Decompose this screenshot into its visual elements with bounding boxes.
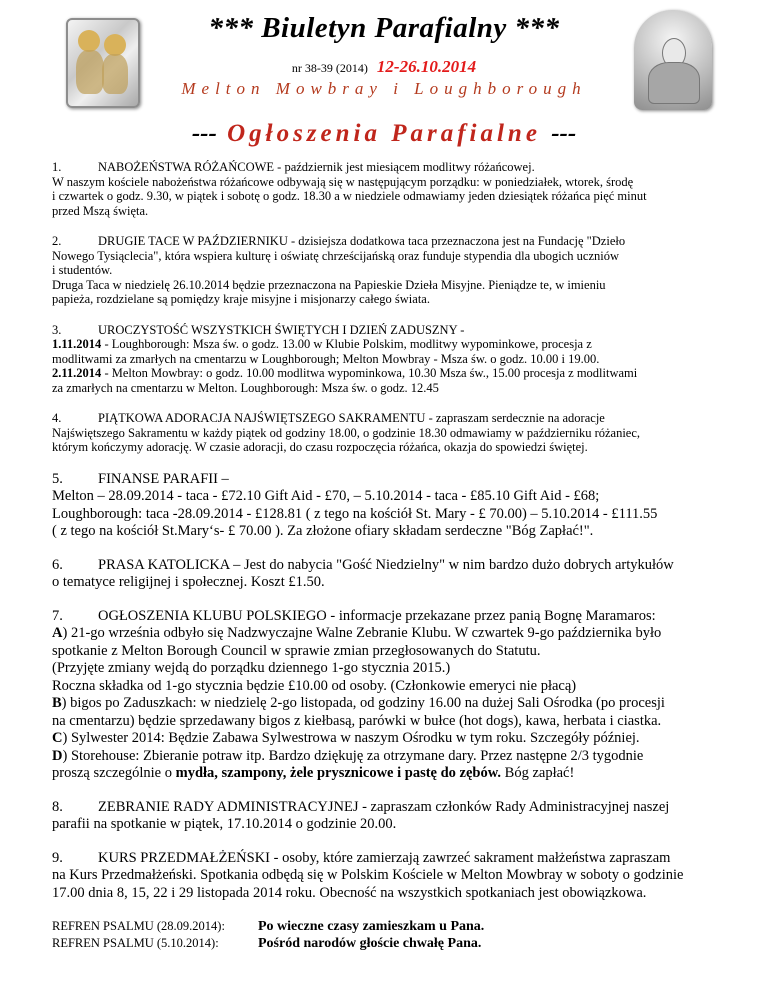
announcement-2	[52, 234, 728, 307]
item-number: 9.	[52, 849, 63, 866]
item-number: 3.	[52, 322, 62, 337]
issue-number: nr 38-39 (2014)	[291, 61, 368, 75]
section-heading	[0, 120, 768, 148]
text-span: ) bigos po Zaduszkach: w niedzielę 2-go listopada, od godziny 16.00 na dużej Sali Ośrodka (po procesji	[61, 695, 665, 711]
text-bold: mydła, szampony, żele prysznicowe i pastę do zębów.	[175, 765, 502, 781]
parish-locations: Melton Mowbray i Loughborough	[181, 79, 587, 98]
item-title: PIĄTKOWA ADORACJA NAJŚWIĘTSZEGO SAKRAMENTU - zapraszam serdecznie na adoracje	[98, 411, 605, 425]
point-label: C	[52, 730, 63, 746]
item-number: 4.	[52, 411, 62, 425]
refrain-label: REFREN PSALMU (5.10.2014):	[52, 936, 219, 950]
refrain-text: Po wieczne czasy zamieszkam u Pana.	[258, 919, 485, 934]
announcement-4	[52, 411, 728, 455]
item-number: 7.	[52, 607, 63, 624]
announcement-9	[52, 850, 728, 903]
text-line: W naszym kościele nabożeństwa różańcowe odbywają się w następującym porządku: w poniedziałek, wtorek, środę	[52, 174, 634, 189]
announcement-7	[52, 608, 728, 783]
item-number: 5.	[52, 470, 63, 487]
item-number: 6.	[52, 556, 63, 573]
text-line: 17.00 dnia 8, 15, 22 i 29 listopada 2014 roku. Obecność na wszystkich spotkaniach jest obowiązkowa.	[52, 884, 647, 901]
text-line: Roczna składka od 1-go stycznia będzie £10.00 od osoby. (Członkowie emeryci nie płacą)	[52, 677, 577, 694]
text-line: parafii na spotkanie w piątek, 17.10.2014 o godzinie 20.00.	[52, 816, 397, 832]
text-line: o tematyce religijnej i społecznej. Koszt £1.50.	[52, 574, 325, 590]
psalm-refrains	[52, 918, 728, 952]
refrain-label: REFREN PSALMU (28.09.2014):	[52, 919, 225, 933]
text-line: Melton – 28.09.2014 - taca - £72.10 Gift Aid - £70, – 5.10.2014 - taca - £85.10 Gift Aid - £68;	[52, 488, 600, 504]
text-line: papieża, rozdzielane są pomiędzy kraje misyjne i misjonarzy całego świata.	[52, 292, 430, 306]
bulletin-title: *** Biuletyn Parafialny ***	[208, 12, 560, 44]
issue-line	[0, 57, 768, 77]
text-line: za zmarłych na cmentarzu w Melton. Loughborough: Msza św. o godz. 12.45	[52, 380, 439, 395]
item-title: NABOŻEŃSTWA RÓŻAŃCOWE - październik jest miesiącem modlitwy różańcowej.	[98, 160, 535, 174]
announcement-3	[52, 323, 728, 396]
announcement-5	[52, 471, 728, 541]
text-span: - Melton Mowbray: o godz. 10.00 modlitwa wypominkowa, 10.30 Msza św., 15.00 procesja z modlitwami	[101, 366, 638, 380]
point-label: D	[52, 747, 63, 764]
text-span: ) Sylwester 2014: Będzie Zabawa Sylwestrowa w naszym Ośrodku w tym roku. Szczegóły później.	[62, 730, 640, 746]
text-line: i czwartek o godz. 9.30, w piątek i sobotę o godz. 18.30 a w niedziele odmawiamy jeden dziesiątek różańca pięć minut	[52, 189, 647, 203]
item-title: FINANSE PARAFII –	[98, 470, 229, 487]
item-title: UROCZYSTOŚĆ WSZYSTKICH ŚWIĘTYCH I DZIEŃ ZADUSZNY -	[98, 322, 465, 337]
text-line: na cmentarzu) będzie sprzedawany bigos z kiełbasą, parówki w bułce (hot dogs), kawa, herbata i ciastka.	[52, 712, 662, 729]
date-bold: 1.11.2014	[52, 337, 102, 351]
item-title: DRUGIE TACE W PAŹDZIERNIKU - dzisiejsza dodatkowa taca przeznaczona jest na Fundację "Dzieło	[98, 234, 626, 248]
announcements	[52, 160, 728, 952]
announcement-1	[52, 160, 728, 218]
text-span: proszą szczególnie o	[52, 765, 176, 781]
text-line: na Kurs Przedmałżeński. Spotkania odbędą się w Polskim Kościele w Melton Mowbray w soboty o godzinie	[52, 867, 684, 883]
text-span: ) 21-go września odbyło się Nadzwyczajne Walne Zebranie Klubu. W czwartek 9-go października było	[62, 625, 662, 641]
item-title: OGŁOSZENIA KLUBU POLSKIEGO - informacje przekazane przez panią Bognę Maramaros:	[98, 607, 656, 624]
refrain-text: Pośród narodów głoście chwałę Pana.	[258, 936, 482, 951]
text-line: ( z tego na kościół St.Mary‘s- £ 70.00 ). Za złożone ofiary składam serdeczne "Bóg Zapłać!".	[52, 523, 594, 539]
date-bold: 2.11.2014	[52, 366, 102, 380]
text-line: spotkanie z Melton Borough Council w sprawie zmian przegłosowanych do Statutu.	[52, 642, 541, 659]
text-line: Najświętszego Sakramentu w każdy piątek od godziny 18.00, o godzinie 18.30 odmawiamy w październiku różaniec,	[52, 425, 641, 440]
text-line: (Przyjęte zmiany wejdą do porządku dziennego 1-go stycznia 2015.)	[52, 660, 451, 676]
item-title: PRASA KATOLICKA – Jest do nabycia "Gość Niedzielny" w nim bardzo dużo dobrych artykułów	[98, 556, 674, 573]
text-line: i studentów.	[52, 263, 113, 277]
item-title: KURS PRZEDMAŁŻEŃSKI - osoby, które zamierzają zawrzeć sakrament małżeństwa zapraszam	[98, 849, 671, 866]
heading-text: Ogłoszenia Parafialne	[227, 120, 541, 147]
text-line: Nowego Tysiąclecia", która wspiera kulturę i oświatę chrześcijańską oraz funduje stypendia dla ubogich uczniów	[52, 248, 619, 263]
heading-dash-right: ---	[551, 120, 577, 147]
point-label: A	[52, 625, 63, 641]
text-line: Druga Taca w niedzielę 26.10.2014 będzie przeznaczona na Papieskie Dzieła Misyjne. Pieniądze te, w imieniu	[52, 277, 606, 292]
text-line: modlitwami za zmarłych na cmentarzu w Loughborough; Melton Mowbray - Msza św. o godz. 10.00 i 19.00.	[52, 351, 600, 366]
text-line: którym kończymy adorację. W czasie adoracji, do czasu rozpoczęcia różańca, okazja do spowiedzi świętej.	[52, 440, 588, 454]
item-number: 8.	[52, 798, 63, 815]
text-span: - Loughborough: Msza św. o godz. 13.00 w Klubie Polskim, modlitwy wypominkowe, procesja z	[101, 337, 592, 351]
text-line: przed Mszą święta.	[52, 203, 149, 218]
text-span: Bóg zapłać!	[501, 765, 575, 781]
announcement-8	[52, 799, 728, 834]
item-number: 1.	[52, 160, 62, 174]
text-line: Loughborough: taca -28.09.2014 - £128.81 ( z tego na kościół St. Mary - £ 70.00) – 5.10.2014 - £111.55	[52, 505, 658, 522]
text-span: ) Storehouse: Zbieranie potraw itp. Bardzo dziękuję za otrzymane dary. Przez następne 2/3 tygodnie	[62, 747, 644, 764]
point-label: B	[52, 695, 62, 711]
issue-dates: 12-26.10.2014	[376, 57, 477, 76]
heading-dash-left: ---	[191, 120, 217, 147]
announcement-6	[52, 557, 728, 592]
item-title: ZEBRANIE RADY ADMINISTRACYJNEJ - zapraszam członków Rady Administracyjnej naszej	[98, 798, 670, 815]
item-number: 2.	[52, 234, 62, 248]
